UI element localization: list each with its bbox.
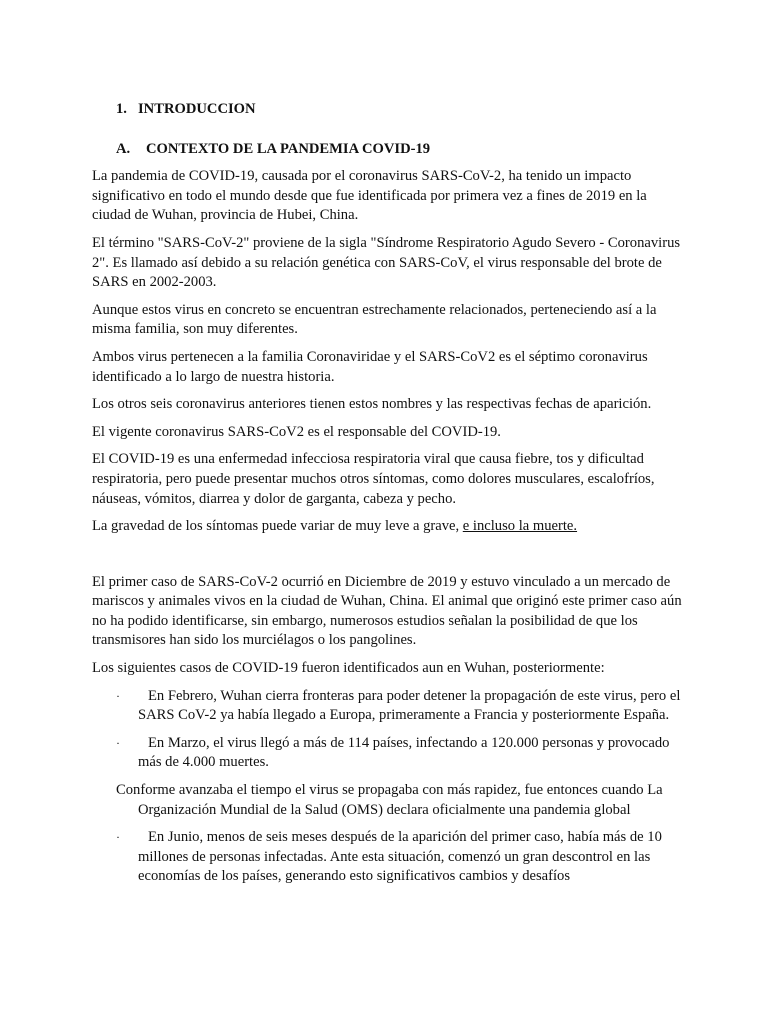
gravedad-text: La gravedad de los síntomas puede variar de muy leve a grave,	[92, 518, 463, 535]
paragraph-coronaviridae: Ambos virus pertenecen a la familia Coronaviridae y el SARS-CoV2 es el séptimo coronavirus identificado a lo largo de nuestra historia.	[92, 348, 648, 385]
paragraph-vigente: El vigente coronavirus SARS-CoV2 es el responsable del COVID-19.	[92, 423, 501, 440]
heading-text: INTRODUCCION	[138, 101, 256, 117]
paragraph-gravedad	[92, 517, 682, 537]
paragraph-pandemia: La pandemia de COVID-19, causada por el coronavirus SARS-CoV-2, ha tenido un impacto significativo en todo el mundo desde que fue identificada por primera vez a fines de 2019 en la ciudad de Wuhan, provincia de Hubei, China.	[92, 168, 647, 224]
bullet-marker: ·	[116, 735, 120, 750]
paragraph-otros-seis: Los otros seis coronavirus anteriores tienen estos nombres y las respectivas fechas de aparición.	[92, 396, 652, 413]
paragraph-oms: Conforme avanzaba el tiempo el virus se propagaba con más rapidez, fue entonces cuando La Organización Mundial de la Salud (OMS) declara oficialmente una pandemia global	[116, 782, 663, 818]
list-item-text: En Junio, menos de seis meses después de la aparición del primer caso, había más de 10 millones de personas infectadas. Ante esta situación, comenzó un gran descontrol en las economías de los países, generando esto significativos cambios y desafíos	[138, 829, 662, 885]
bullet-marker: ·	[116, 688, 120, 703]
document-body	[92, 100, 682, 895]
list-item	[92, 687, 682, 726]
bullet-marker: ·	[116, 830, 120, 845]
subheading-number: A.	[116, 140, 131, 157]
subheading-text: CONTEXTO DE LA PANDEMIA COVID-19	[146, 140, 431, 157]
heading-introduccion	[116, 100, 682, 120]
blank-line	[92, 545, 682, 573]
paragraph-primer-caso: El primer caso de SARS-CoV-2 ocurrió en Diciembre de 2019 y estuvo vinculado a un mercado de mariscos y animales vivos en la ciudad de Wuhan, China. El animal que originó este primer caso aún no ha podido identificarse, sin embargo, numerosos estudios señalan la posibilidad de que los transmisores han sido los murciélagos o los pangolines.	[92, 573, 682, 649]
list-item	[92, 734, 682, 773]
paragraph-termino: El término "SARS-CoV-2" proviene de la sigla "Síndrome Respiratorio Agudo Severo - Coronavirus 2". Es llamado así debido a su relación genética con SARS-CoV, el virus responsable del brote de SARS en 2002-2003.	[92, 234, 681, 291]
paragraph-siguientes-casos: Los siguientes casos de COVID-19 fueron identificados aun en Wuhan, posteriormente:	[92, 660, 605, 677]
paragraph-sintomas: El COVID-19 es una enfermedad infecciosa respiratoria viral que causa fiebre, tos y dificultad respiratoria, pero puede presentar muchos otros síntomas, como dolores musculares, escalofríos, náuseas, vómitos, diarrea y dolor de garganta, cabeza y pecho.	[92, 451, 655, 507]
heading-contexto	[116, 140, 682, 160]
heading-number: 1.	[116, 101, 127, 117]
gravedad-underlined: e incluso la muerte.	[462, 518, 578, 535]
list-item-text: En Marzo, el virus llegó a más de 114 países, infectando a 120.000 personas y provocado más de 4.000 muertes.	[138, 734, 670, 771]
list-item-text: En Febrero, Wuhan cierra fronteras para poder detener la propagación de este virus, pero el SARS CoV-2 ya había llegado a Europa, primeramente a Francia y posteriormente España.	[138, 687, 681, 724]
list-item	[92, 828, 682, 887]
paragraph-familia: Aunque estos virus en concreto se encuentran estrechamente relacionados, perteneciendo así a la misma familia, son muy diferentes.	[92, 301, 657, 338]
